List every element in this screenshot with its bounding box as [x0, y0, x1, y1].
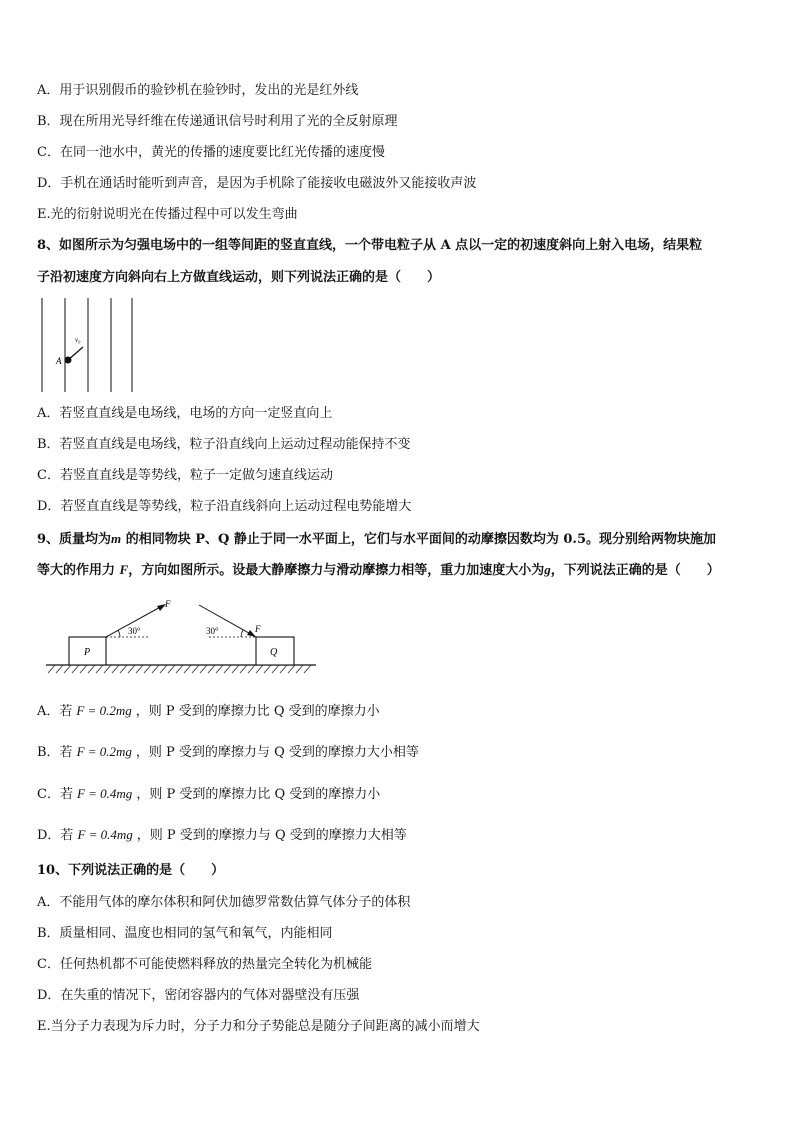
option-prefix: C．若 — [37, 787, 73, 802]
q7-option-e: E.光的衍射说明光在传播过程中可以发生弯曲 — [37, 207, 298, 222]
q9-stem-text: ，方向如图所示。设最大静摩擦力与滑动摩擦力相等，重力加速度大小为 — [128, 563, 545, 578]
q7-option-a: A．用于识别假币的验钞机在验钞时，发出的光是红外线 — [37, 83, 359, 98]
q10-option-c: C．任何热机都不可能使燃料释放的热量完全转化为机械能 — [37, 957, 372, 972]
angle-arc-p — [118, 630, 120, 637]
q9-stem-text: 等大的作用力 — [37, 563, 120, 578]
q9-option-d — [37, 826, 407, 845]
q10-option-b: B．质量相同、温度也相同的氢气和氧气，内能相同 — [37, 926, 333, 941]
option-formula: F = 0.2mg — [76, 744, 132, 759]
option-suffix: ，则 P 受到的摩擦力比 Q 受到的摩擦力小 — [136, 787, 381, 802]
q8-option-c: C．若竖直直线是等势线，粒子一定做匀速直线运动 — [37, 468, 333, 483]
q10-option-e: E.当分子力表现为斥力时，分子力和分子势能总是随分子间距离的减小而增大 — [37, 1019, 480, 1034]
q7-option-c: C．在同一池水中，黄光的传播的速度要比红光传播的速度慢 — [37, 145, 385, 160]
q7-option-b: B．现在所用光导纤维在传递通讯信号时利用了光的全反射原理 — [37, 114, 398, 129]
velocity-label: v₀ — [75, 336, 81, 344]
q10-stem: 10、下列说法正确的是（ ） — [37, 863, 225, 878]
velocity-arrow — [68, 347, 83, 360]
option-suffix: ，则 P 受到的摩擦力比 Q 受到的摩擦力小 — [135, 704, 380, 719]
q8-stem-line2: 子沿初速度方向斜向右上方做直线运动，则下列说法正确的是（ ） — [37, 270, 441, 285]
q10-option-d: D．在失重的情况下，密闭容器内的气体对器壁没有压强 — [37, 988, 360, 1003]
q8-field-lines-figure — [35, 298, 145, 394]
block-p-label: P — [84, 647, 91, 658]
option-suffix: ，则 P 受到的摩擦力与 Q 受到的摩擦力大相等 — [136, 828, 407, 843]
option-formula: F = 0.4mg — [76, 786, 133, 801]
q7-option-d: D．手机在通话时能听到声音，是因为手机除了能接收电磁波外又能接收声波 — [37, 176, 477, 191]
q9-stem-text: 的相同物块 P、Q 静止于同一水平面上，它们与水平面间的动摩擦因数均为 0.5。现分别给两物块施加 — [121, 532, 716, 547]
q8-option-b: B．若竖直直线是电场线，粒子沿直线向上运动过程动能保持不变 — [37, 437, 411, 452]
q8-stem-line1: 8、如图所示为匀强电场中的一组等间距的竖直直线，一个带电粒子从 A 点以一定的初速度斜向上射入电场，结果粒 — [37, 238, 703, 253]
q8-option-d: D．若竖直直线是等势线，粒子沿直线斜向上运动过程电势能增大 — [37, 499, 412, 514]
q9-option-a — [37, 702, 380, 721]
q9-blocks-figure — [44, 595, 319, 680]
q9-gravity-symbol: g — [544, 562, 551, 577]
q9-stem-line1 — [37, 530, 716, 549]
force-p-label: F — [165, 599, 171, 609]
force-q-label: F — [255, 624, 261, 634]
q9-force-symbol: F — [119, 562, 129, 577]
angle-q-label: 30° — [206, 626, 219, 636]
q9-option-c — [37, 785, 380, 804]
angle-arc-q — [241, 630, 243, 637]
q9-mass-symbol: m — [111, 531, 122, 546]
q9-stem-line2 — [37, 561, 720, 580]
ground-hatching — [48, 665, 311, 673]
option-suffix: ，则 P 受到的摩擦力与 Q 受到的摩擦力大小相等 — [135, 745, 419, 760]
option-formula: F = 0.4mg — [77, 827, 133, 842]
angle-p-label: 30° — [128, 626, 141, 636]
q9-stem-text: 9、质量均为 — [37, 532, 112, 547]
option-prefix: A．若 — [37, 704, 73, 719]
q8-option-a: A．若竖直直线是电场线，电场的方向一定竖直向上 — [37, 406, 333, 421]
option-formula: F = 0.2mg — [76, 703, 132, 718]
block-q-label: Q — [270, 647, 278, 658]
q9-option-b — [37, 743, 419, 762]
point-label: A — [56, 356, 62, 366]
q9-stem-text: ，下列说法正确的是（ ） — [550, 563, 720, 578]
q10-option-a: A．不能用气体的摩尔体积和阿伏加德罗常数估算气体分子的体积 — [37, 895, 411, 910]
option-prefix: B．若 — [37, 745, 73, 760]
option-prefix: D．若 — [37, 828, 74, 843]
